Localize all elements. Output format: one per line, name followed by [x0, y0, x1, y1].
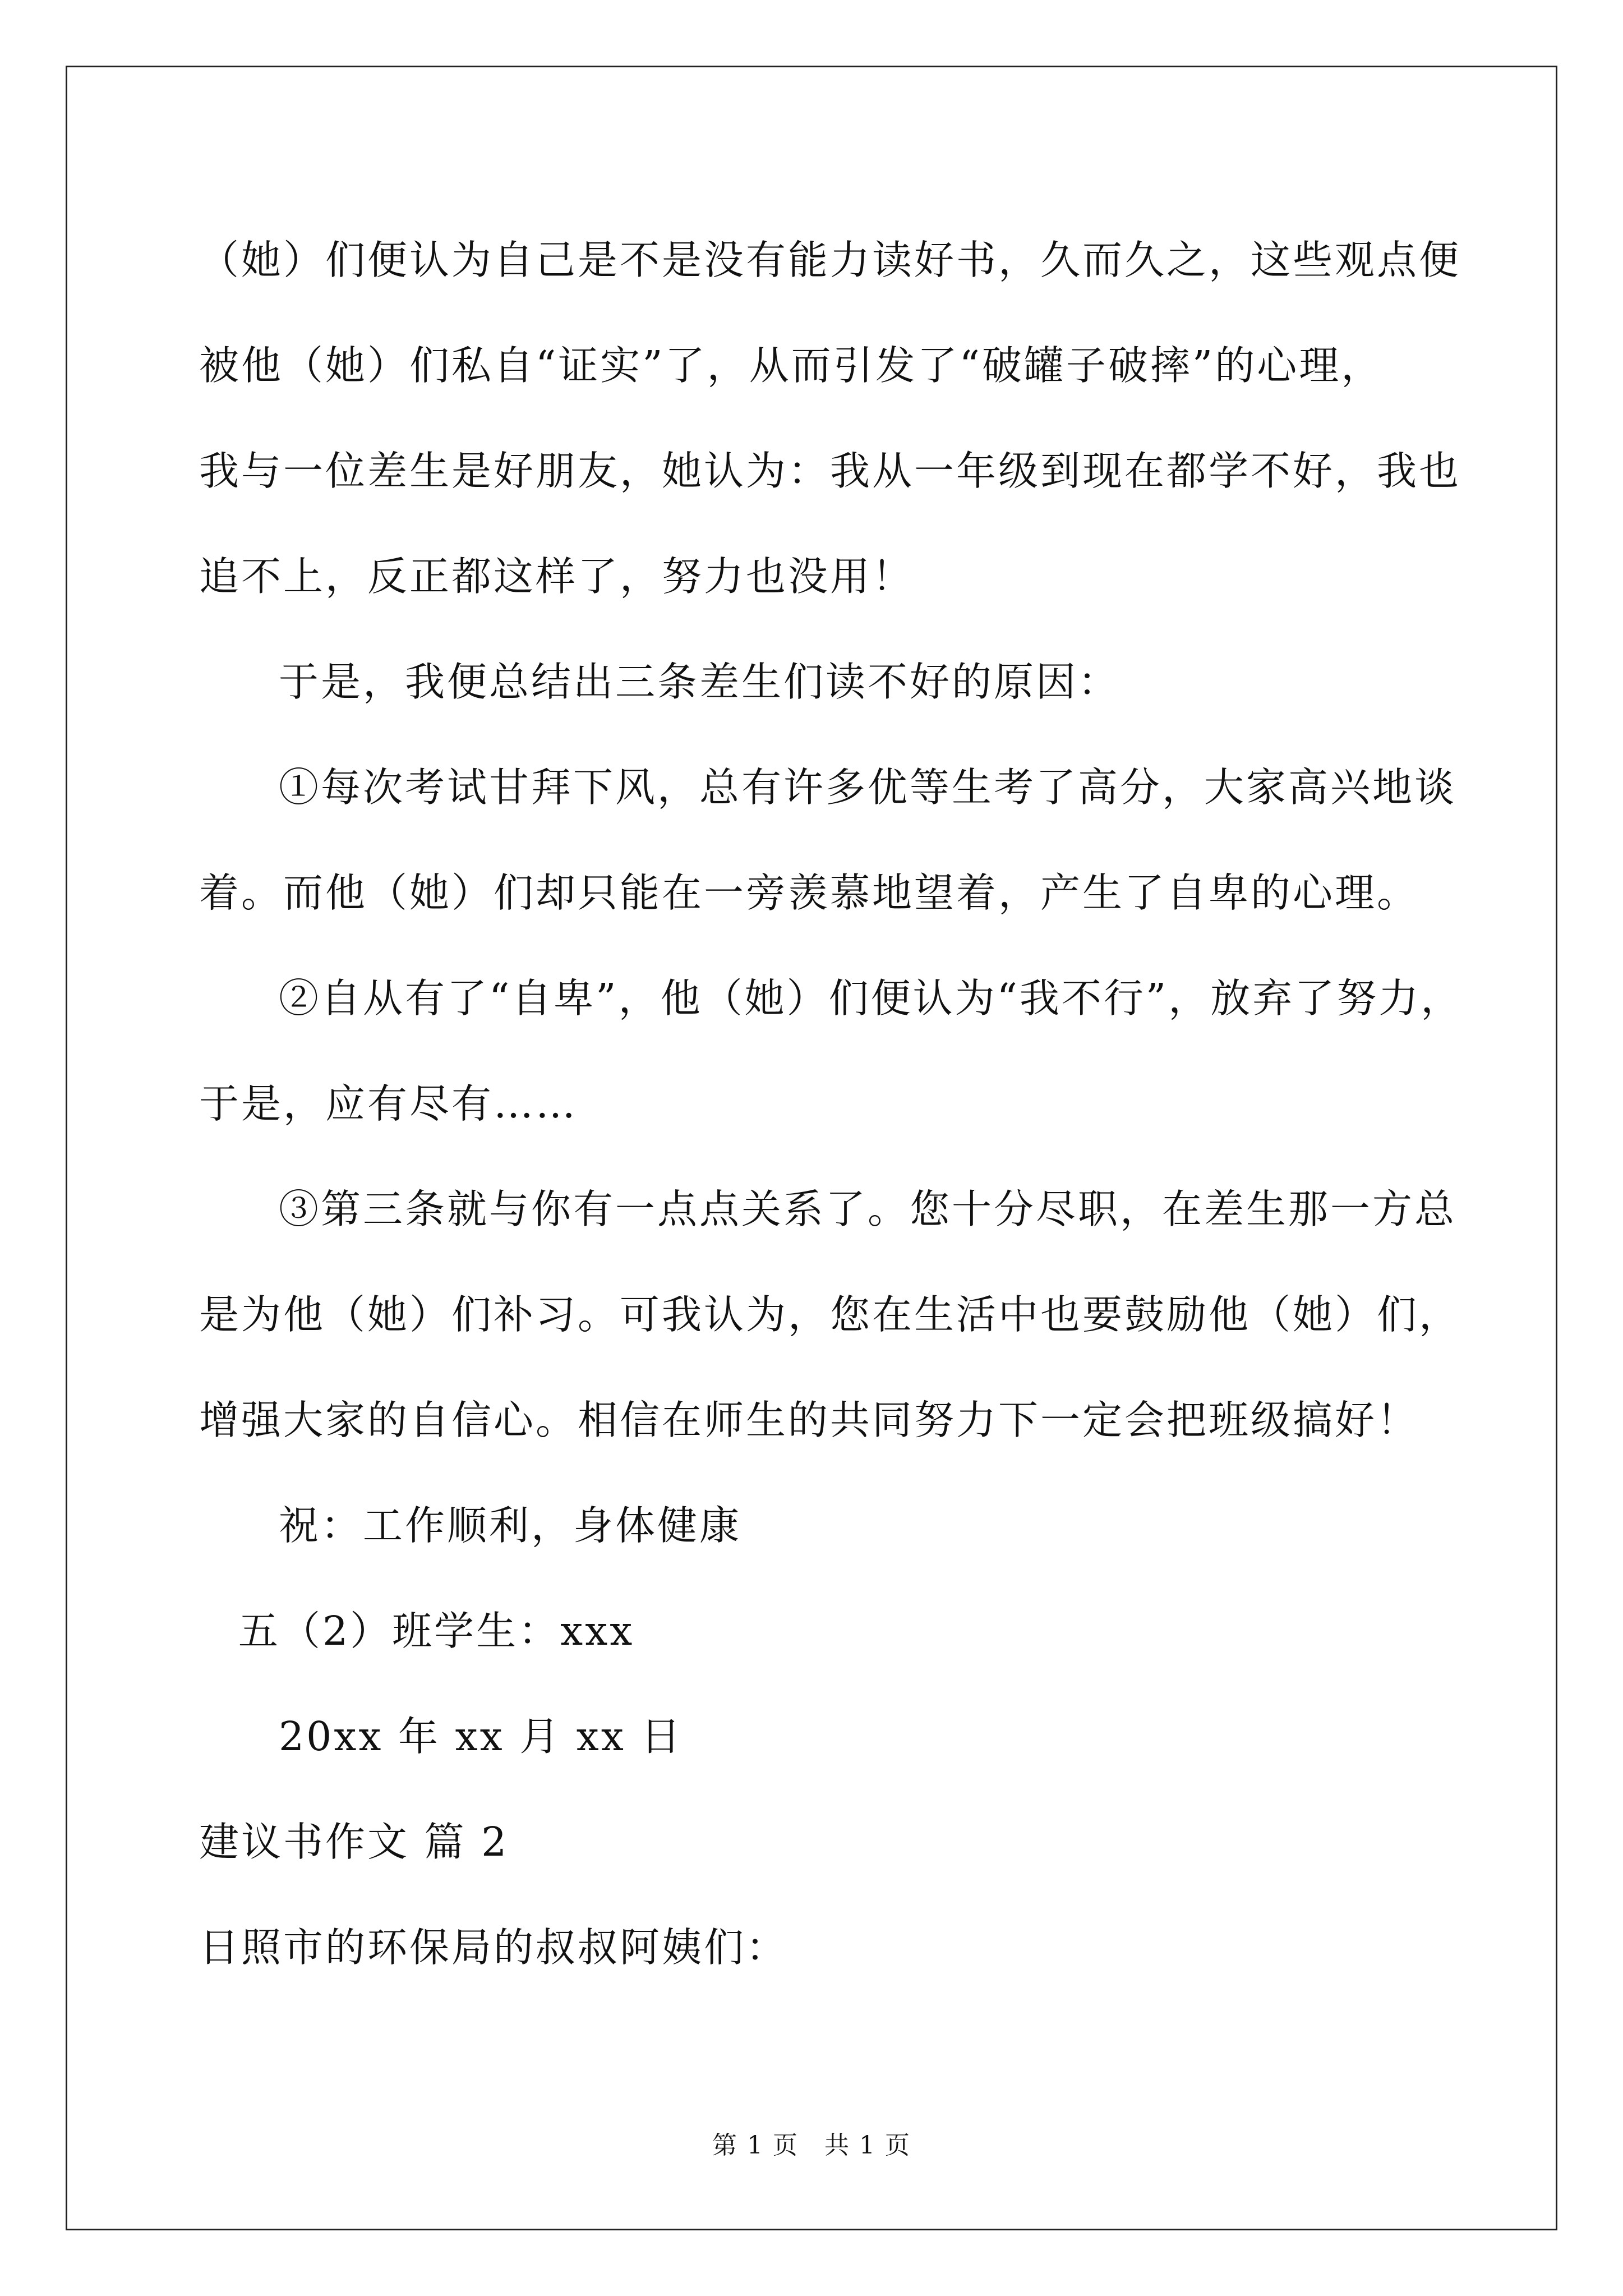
paragraph-line: 我与一位差生是好朋友，她认为：我从一年级到现在都学不好，我也: [199, 448, 1461, 494]
salutation: 日照市的环保局的叔叔阿姨们：: [199, 1924, 789, 1971]
paragraph-line: 着。而他（她）们却只能在一旁羡慕地望着，产生了自卑的心理。: [199, 869, 1419, 916]
signature: 五（2）班学生：xxx: [238, 1608, 635, 1654]
paragraph-line: 增强大家的自信心。相信在师生的共同努力下一定会把班级搞好！: [199, 1397, 1419, 1443]
section-heading: 建议书作文 篇 2: [199, 1819, 509, 1865]
paragraph-line: 于是，我便总结出三条差生们读不好的原因：: [279, 659, 1121, 705]
paragraph-line: 是为他（她）们补习。可我认为，您在生活中也要鼓励他（她）们，: [199, 1291, 1461, 1338]
paragraph-line: 被他（她）们私自“证实”了，从而引发了“破罐子破摔”的心理，: [199, 342, 1384, 389]
reason-2-line: ②自从有了“自卑”，他（她）们便认为“我不行”，放弃了努力，: [279, 975, 1463, 1022]
paragraph-line: 追不上，反正都这样了，努力也没用！: [199, 553, 915, 600]
page-footer: 第 1 页 共 1 页: [712, 2131, 911, 2160]
closing-wish: 祝：工作顺利，身体健康: [279, 1502, 742, 1549]
date-line: 20xx 年 xx 月 xx 日: [279, 1713, 683, 1760]
reason-3-line: ③第三条就与你有一点点关系了。您十分尽职，在差生那一方总: [279, 1186, 1457, 1232]
paragraph-line: （她）们便认为自己是不是没有能力读好书，久而久之，这些观点便: [199, 237, 1461, 283]
document-body: [199, 208, 1467, 2000]
reason-1-line: ①每次考试甘拜下风，总有许多优等生考了高分，大家高兴地谈: [279, 764, 1457, 811]
paragraph-line: 于是，应有尽有……: [199, 1080, 578, 1127]
